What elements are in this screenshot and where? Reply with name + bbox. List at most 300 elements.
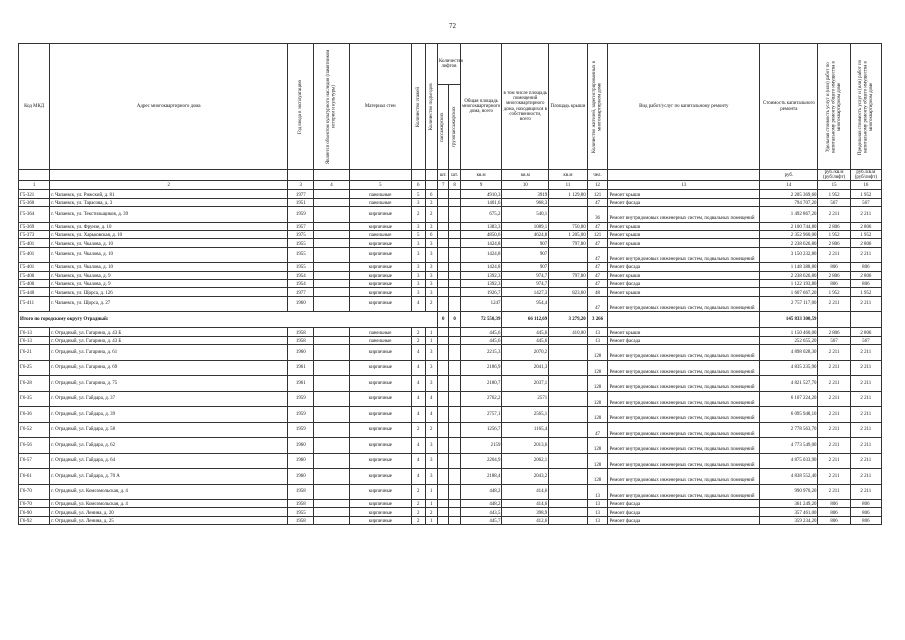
table-row — [19, 422, 882, 438]
cell-work-type: Ремонт внутридомовых инженерных систем, подвальных помещений — [608, 345, 760, 361]
cell-residents: 13 — [587, 484, 608, 500]
cell-entrances: 3 — [425, 271, 437, 279]
cell-floors: 3 — [411, 198, 425, 206]
cell-area-total: 1401,6 — [460, 198, 502, 206]
header-unit-cost: Удельная стоимость услуг и (или) работ по капитальному ремонту общего имущества в многоквартирном доме — [825, 60, 842, 153]
cell-walls: кирпичные — [349, 422, 411, 438]
table-row — [19, 230, 882, 238]
cell-entrances: 4 — [425, 407, 437, 423]
cell-lifts-cargo — [449, 345, 460, 361]
table-row — [19, 360, 882, 376]
cell-residents: 128 — [587, 376, 608, 392]
cell-max-cost: 806 — [850, 508, 881, 516]
cell-lifts-cargo — [449, 438, 460, 454]
cell-lifts-pass — [437, 484, 448, 500]
cell-address: г. Отрадный, ул. Гагарина, д. 61 — [50, 345, 288, 361]
cell-area-owned: 2013,6 — [502, 438, 549, 454]
cell-walls: кирпичные — [349, 280, 411, 288]
total-empty — [818, 312, 850, 328]
cell-cost: 2 238 626,80 — [760, 271, 818, 279]
cell-lifts-pass — [437, 469, 448, 485]
cell-entrances: 6 — [425, 230, 437, 238]
cell-walls: панельные — [349, 198, 411, 206]
cell-unit-cost: 2 211 — [818, 345, 850, 361]
cell-area-total: 1424,8 — [460, 247, 502, 263]
cell-lifts-cargo — [449, 484, 460, 500]
cell-unit-cost: 2 806 — [818, 239, 850, 247]
cell-heritage — [314, 438, 349, 454]
cell-roof — [549, 207, 587, 223]
cell-address: г. Чапаевск, ул. Харьковская, д. 10 — [50, 230, 288, 238]
cell-year: 1958 — [288, 336, 314, 344]
table-row — [19, 280, 882, 288]
table-row — [19, 391, 882, 407]
cell-unit-cost: 2 211 — [818, 422, 850, 438]
cell-floors: 3 — [411, 263, 425, 271]
unit-unit-cost: руб./кв.м (руб/лифт) — [818, 170, 850, 181]
total-roof: 3 279,20 — [549, 312, 587, 328]
cell-cost: 6 107 224,20 — [760, 391, 818, 407]
cell-unit-cost: 1 952 — [818, 190, 850, 198]
column-number: 10 — [502, 181, 549, 190]
cell-heritage — [314, 391, 349, 407]
cell-heritage — [314, 469, 349, 485]
table-row — [19, 336, 882, 344]
cell-roof — [549, 391, 587, 407]
cell-cost: 990 970,20 — [760, 484, 818, 500]
cell-walls: кирпичные — [349, 500, 411, 508]
cell-residents: 47 — [587, 239, 608, 247]
cell-floors: 4 — [411, 469, 425, 485]
cell-work-type: Ремонт внутридомовых инженерных систем, подвальных помещений — [608, 484, 760, 500]
cell-walls: кирпичные — [349, 516, 411, 524]
cell-floors: 4 — [411, 453, 425, 469]
total-residents: 3 266 — [587, 312, 608, 328]
table-row — [19, 438, 882, 454]
cell-entrances: 2 — [425, 296, 437, 312]
cell-residents: 128 — [587, 360, 608, 376]
cell-floors: 4 — [411, 376, 425, 392]
cell-roof — [549, 345, 587, 361]
cell-unit-cost: 1 952 — [818, 230, 850, 238]
cell-lifts-pass — [437, 336, 448, 344]
cell-area-owned: 445,6 — [502, 328, 549, 336]
cell-entrances: 3 — [425, 360, 437, 376]
cell-work-type: Ремонт крыши — [608, 239, 760, 247]
cell-address: г. Отрадный, ул. Гагарина, д. 69 — [50, 360, 288, 376]
cell-lifts-pass — [437, 508, 448, 516]
cell-work-type: Ремонт внутридомовых инженерных систем, подвальных помещений — [608, 453, 760, 469]
cell-floors: 2 — [411, 422, 425, 438]
cell-residents: 128 — [587, 438, 608, 454]
cell-area-owned: 2041,3 — [502, 360, 549, 376]
column-number: 16 — [850, 181, 881, 190]
cell-residents: 47 — [587, 222, 608, 230]
cell-lifts-cargo — [449, 263, 460, 271]
cell-year: 1955 — [288, 247, 314, 263]
cell-lifts-pass — [437, 263, 448, 271]
cell-floors: 4 — [411, 296, 425, 312]
cell-code: Г6-25 — [19, 360, 50, 376]
cell-area-total: 1392,3 — [460, 271, 502, 279]
cell-max-cost: 2 211 — [850, 345, 881, 361]
cell-area-owned: 968,3 — [502, 198, 549, 206]
cell-lifts-cargo — [449, 198, 460, 206]
cell-address: г. Чапаевск, ул. Чкалова, д. 9 — [50, 280, 288, 288]
cell-heritage — [314, 516, 349, 524]
cell-lifts-cargo — [449, 328, 460, 336]
cell-heritage — [314, 484, 349, 500]
cell-lifts-pass — [437, 239, 448, 247]
cell-area-owned: 3919 — [502, 190, 549, 198]
cell-residents: 47 — [587, 198, 608, 206]
cell-unit-cost: 1 952 — [818, 288, 850, 296]
cell-lifts-cargo — [449, 391, 460, 407]
cell-roof — [549, 263, 587, 271]
cell-roof — [549, 422, 587, 438]
table-row — [19, 198, 882, 206]
cell-max-cost: 806 — [850, 500, 881, 508]
header-residents: Количество жителей, зарегистрированных в многоквартирном доме — [592, 60, 603, 153]
cell-residents: 47 — [587, 247, 608, 263]
cell-floors: 4 — [411, 438, 425, 454]
cell-heritage — [314, 222, 349, 230]
table-row — [19, 271, 882, 279]
cell-entrances: 6 — [425, 190, 437, 198]
cell-floors: 2 — [411, 508, 425, 516]
cell-cost: 1 607 667,20 — [760, 288, 818, 296]
cell-entrances: 3 — [425, 247, 437, 263]
cell-lifts-cargo — [449, 376, 460, 392]
column-number: 14 — [760, 181, 818, 190]
cell-address: г. Чапаевск, ул. Рижский, д. 81 — [50, 190, 288, 198]
cell-work-type: Ремонт крыши — [608, 222, 760, 230]
cell-area-owned: 414,6 — [502, 500, 549, 508]
cell-residents: 47 — [587, 280, 608, 288]
cell-entrances: 3 — [425, 345, 437, 361]
cell-walls: кирпичные — [349, 376, 411, 392]
cell-unit-cost: 806 — [818, 508, 850, 516]
cell-heritage — [314, 336, 349, 344]
table-row — [19, 239, 882, 247]
cell-roof: 1 129,80 — [549, 190, 587, 198]
cell-floors: 2 — [411, 500, 425, 508]
column-number: 1 — [19, 181, 50, 190]
cell-walls: кирпичные — [349, 391, 411, 407]
cell-max-cost: 2 211 — [850, 438, 881, 454]
cell-residents: 47 — [587, 271, 608, 279]
cell-address: г. Чапаевск, ул. Тарасова, д. 3 — [50, 198, 288, 206]
cell-cost: 794 707,20 — [760, 198, 818, 206]
cell-roof — [549, 516, 587, 524]
cell-area-owned: 398,9 — [502, 508, 549, 516]
cell-unit-cost: 2 806 — [818, 222, 850, 230]
column-number: 5 — [349, 181, 411, 190]
header-area-owned: в том числе площадь помещений многоквартирного дома, находящихся в собственности, всего — [502, 44, 549, 170]
cell-work-type: Ремонт крыши — [608, 190, 760, 198]
total-cost: 145 833 300,59 — [760, 312, 818, 328]
cell-area-total: 1247 — [460, 296, 502, 312]
cell-max-cost: 567 — [850, 198, 881, 206]
cell-walls: панельные — [349, 328, 411, 336]
cell-cost: 4 773 549,00 — [760, 438, 818, 454]
cell-year: 1954 — [288, 280, 314, 288]
cell-address: г. Отрадный, ул. Ленина, д. 20 — [50, 508, 288, 516]
cell-code: Г6-52 — [19, 422, 50, 438]
header-lifts-cargo: грузопассажирских — [451, 106, 457, 148]
cell-roof: 797,80 — [549, 239, 587, 247]
total-empty — [608, 312, 760, 328]
cell-lifts-cargo — [449, 508, 460, 516]
cell-work-type: Ремонт крыши — [608, 271, 760, 279]
cell-entrances: 3 — [425, 280, 437, 288]
cell-roof — [549, 360, 587, 376]
cell-code: Г5-400 — [19, 271, 50, 279]
cell-year: 1955 — [288, 239, 314, 247]
unit-cost: руб. — [760, 170, 818, 181]
column-number: 11 — [549, 181, 587, 190]
header-heritage: Является объектом культурного наследия (памятником истории и культуры) — [326, 49, 337, 164]
cell-residents: 13 — [587, 328, 608, 336]
cell-entrances: 3 — [425, 438, 437, 454]
cell-work-type: Ремонт фасада — [608, 516, 760, 524]
cell-work-type: Ремонт внутридомовых инженерных систем, подвальных помещений — [608, 422, 760, 438]
cell-roof: 750,80 — [549, 222, 587, 230]
header-entrances: Количество подъездов — [428, 83, 434, 130]
cell-area-total: 2204,9 — [460, 453, 502, 469]
cell-code: Г6-56 — [19, 438, 50, 454]
cell-walls: панельные — [349, 336, 411, 344]
cell-code: Г6-61 — [19, 469, 50, 485]
header-lifts-pass: пассажирских — [440, 112, 446, 142]
cell-area-total: 1424,8 — [460, 263, 502, 271]
total-area-owned: 66 112,69 — [502, 312, 549, 328]
cell-floors: 2 — [411, 516, 425, 524]
cell-floors: 3 — [411, 271, 425, 279]
cell-walls: кирпичные — [349, 263, 411, 271]
cell-lifts-cargo — [449, 222, 460, 230]
header-code: Код МКД — [19, 44, 50, 170]
table-row — [19, 453, 882, 469]
cell-work-type: Ремонт крыши — [608, 328, 760, 336]
unit-max-cost: руб./кв.м (руб/лифт) — [850, 170, 881, 181]
cell-unit-cost: 567 — [818, 336, 850, 344]
cell-year: 1958 — [288, 328, 314, 336]
cell-max-cost: 2 806 — [850, 271, 881, 279]
cell-year: 1959 — [288, 422, 314, 438]
cell-area-total: 448,2 — [460, 500, 502, 508]
cell-max-cost: 2 211 — [850, 484, 881, 500]
cell-floors: 3 — [411, 247, 425, 263]
cell-lifts-pass — [437, 500, 448, 508]
cell-code: Г6-70 — [19, 484, 50, 500]
cell-area-owned: 2043,2 — [502, 469, 549, 485]
cell-unit-cost: 567 — [818, 198, 850, 206]
column-numbers-row — [19, 181, 882, 190]
cell-lifts-cargo — [449, 407, 460, 423]
cell-heritage — [314, 190, 349, 198]
cell-year: 1959 — [288, 391, 314, 407]
cell-lifts-pass — [437, 271, 448, 279]
cell-area-total: 675,2 — [460, 207, 502, 223]
column-number: 9 — [460, 181, 502, 190]
cell-address: г. Чапаевск, ул. Чкалова, д. 9 — [50, 271, 288, 279]
cell-lifts-cargo — [449, 516, 460, 524]
cell-year: 1957 — [288, 222, 314, 230]
cell-unit-cost: 2 806 — [818, 328, 850, 336]
cell-code: Г6-36 — [19, 407, 50, 423]
cell-entrances: 3 — [425, 469, 437, 485]
cell-area-owned: 2565,1 — [502, 407, 549, 423]
cell-work-type: Ремонт внутридомовых инженерных систем, подвальных помещений — [608, 438, 760, 454]
cell-area-owned: 412,6 — [502, 516, 549, 524]
cell-lifts-cargo — [449, 422, 460, 438]
cell-walls: кирпичные — [349, 207, 411, 223]
cell-residents: 13 — [587, 500, 608, 508]
cell-floors: 4 — [411, 360, 425, 376]
cell-max-cost: 806 — [850, 516, 881, 524]
cell-floors: 3 — [411, 288, 425, 296]
cell-code: Г5-401 — [19, 239, 50, 247]
unit-lifts-cargo: шт. — [449, 170, 460, 181]
cell-walls: кирпичные — [349, 222, 411, 230]
cell-lifts-pass — [437, 328, 448, 336]
cell-lifts-pass — [437, 222, 448, 230]
cell-entrances: 3 — [425, 198, 437, 206]
cell-area-total: 1383,3 — [460, 222, 502, 230]
cell-entrances: 1 — [425, 336, 437, 344]
cell-heritage — [314, 296, 349, 312]
cell-area-total: 445,6 — [460, 328, 502, 336]
cell-walls: кирпичные — [349, 239, 411, 247]
cell-cost: 1 492 867,20 — [760, 207, 818, 223]
table-row — [19, 296, 882, 312]
cell-year: 1977 — [288, 190, 314, 198]
cell-heritage — [314, 500, 349, 508]
cell-area-owned: 1427,3 — [502, 288, 549, 296]
cell-unit-cost: 2 211 — [818, 484, 850, 500]
unit-area-total: кв.м — [460, 170, 502, 181]
cell-code: Г6-57 — [19, 453, 50, 469]
cell-lifts-pass — [437, 280, 448, 288]
cell-roof — [549, 508, 587, 516]
cell-area-total: 1424,8 — [460, 239, 502, 247]
cell-residents: 48 — [587, 288, 608, 296]
column-number: 12 — [587, 181, 608, 190]
cell-area-total: 443,5 — [460, 508, 502, 516]
cell-roof — [549, 438, 587, 454]
cell-lifts-cargo — [449, 469, 460, 485]
cell-roof: 797,80 — [549, 271, 587, 279]
cell-area-total: 4910,3 — [460, 190, 502, 198]
cell-cost: 2 352 960,00 — [760, 230, 818, 238]
cell-year: 1954 — [288, 271, 314, 279]
cell-residents: 128 — [587, 453, 608, 469]
cell-cost: 3 150 232,80 — [760, 247, 818, 263]
cell-address: г. Отрадный, ул. Гайдара, д. 70 А — [50, 469, 288, 485]
cell-max-cost: 806 — [850, 263, 881, 271]
cell-residents: 128 — [587, 345, 608, 361]
cell-cost: 2 757 117,00 — [760, 296, 818, 312]
unit-area-owned: кв.м — [502, 170, 549, 181]
cell-roof: 410,00 — [549, 328, 587, 336]
table-row — [19, 222, 882, 230]
cell-code: Г5-401 — [19, 247, 50, 263]
cell-area-owned: 2062,1 — [502, 453, 549, 469]
column-number: 7 — [437, 181, 448, 190]
cell-lifts-pass — [437, 516, 448, 524]
cell-roof — [549, 453, 587, 469]
cell-year: 1961 — [288, 360, 314, 376]
cell-lifts-pass — [437, 438, 448, 454]
cell-address: г. Чапаевск, ул. Чкалова, д. 10 — [50, 263, 288, 271]
cell-unit-cost: 2 211 — [818, 376, 850, 392]
table-row — [19, 263, 882, 271]
cell-area-total: 445,6 — [460, 336, 502, 344]
cell-work-type: Ремонт крыши — [608, 230, 760, 238]
table-row — [19, 190, 882, 198]
cell-year: 1958 — [288, 516, 314, 524]
cell-area-total: 2186,9 — [460, 360, 502, 376]
cell-address: г. Отрадный, ул. Комсомольская, д. 4 — [50, 484, 288, 500]
cell-heritage — [314, 198, 349, 206]
cell-lifts-cargo — [449, 360, 460, 376]
cell-work-type: Ремонт внутридомовых инженерных систем, подвальных помещений — [608, 207, 760, 223]
cell-work-type: Ремонт фасада — [608, 280, 760, 288]
cell-area-total: 2188,4 — [460, 469, 502, 485]
cell-walls: кирпичные — [349, 296, 411, 312]
cell-cost: 2 238 626,80 — [760, 239, 818, 247]
cell-code: Г6-21 — [19, 345, 50, 361]
header-address: Адрес многоквартирного дома — [50, 44, 288, 170]
cell-address: г. Чапаевск, ул. Чкалова, д. 10 — [50, 239, 288, 247]
cell-work-type: Ремонт внутридомовых инженерных систем, подвальных помещений — [608, 407, 760, 423]
cell-code: Г5-321 — [19, 190, 50, 198]
cell-lifts-cargo — [449, 500, 460, 508]
header-year: Год ввода в эксплуатацию — [298, 79, 304, 134]
table-row — [19, 484, 882, 500]
cell-cost: 4 898 028,30 — [760, 345, 818, 361]
cell-max-cost: 2 211 — [850, 296, 881, 312]
cell-walls: кирпичные — [349, 288, 411, 296]
cell-lifts-cargo — [449, 280, 460, 288]
unit-lifts-pass: шт. — [437, 170, 448, 181]
cell-entrances: 4 — [425, 391, 437, 407]
cell-heritage — [314, 360, 349, 376]
cell-roof — [549, 376, 587, 392]
total-area-total: 72 550,39 — [460, 312, 502, 328]
cell-unit-cost: 2 211 — [818, 360, 850, 376]
cell-lifts-pass — [437, 198, 448, 206]
cell-heritage — [314, 453, 349, 469]
cell-code: Г5-360 — [19, 198, 50, 206]
cell-area-total: 448,2 — [460, 484, 502, 500]
cell-entrances: 3 — [425, 222, 437, 230]
cell-work-type: Ремонт внутридомовых инженерных систем, подвальных помещений — [608, 376, 760, 392]
cell-area-total: 2215,3 — [460, 345, 502, 361]
cell-code: Г5-411 — [19, 296, 50, 312]
cell-walls: кирпичные — [349, 484, 411, 500]
cell-work-type: Ремонт фасада — [608, 500, 760, 508]
cell-lifts-cargo — [449, 296, 460, 312]
header-work-type: Вид работ/услуг по капитальному ремонту — [608, 44, 760, 170]
cell-lifts-cargo — [449, 239, 460, 247]
cell-area-total: 2762,2 — [460, 391, 502, 407]
header-roof: Площадь крыши — [549, 44, 587, 170]
cell-max-cost: 2 211 — [850, 422, 881, 438]
cell-address: г. Чапаевск, ул. Щорса, д. 126 — [50, 288, 288, 296]
cell-address: г. Отрадный, ул. Комсомольская, д. 4 — [50, 500, 288, 508]
